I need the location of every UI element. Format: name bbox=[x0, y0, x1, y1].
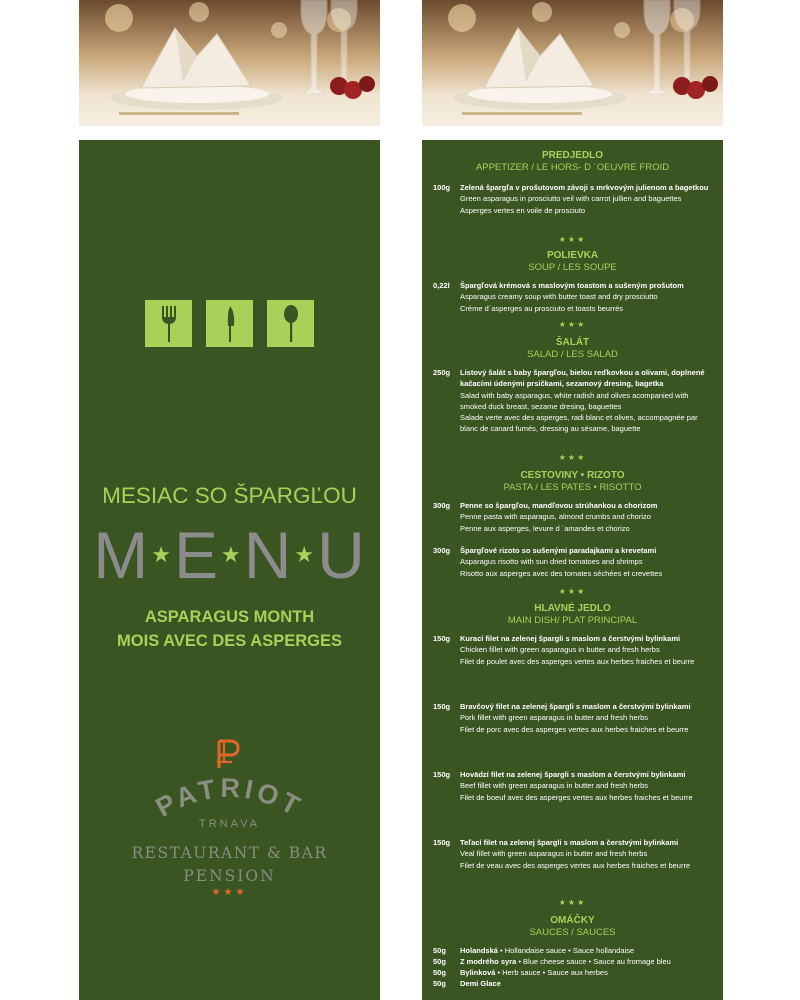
menu-item bbox=[433, 545, 718, 579]
item-name-fr: Risotto aux asperges avec des tomates séchées et crevettes bbox=[460, 568, 663, 578]
menu-star: ★ bbox=[220, 542, 242, 567]
item-name-en: Green asparagus in prosciutto veil with carrot jullien and baguettes bbox=[460, 194, 682, 204]
item-name-sk: Zelená špargľa v prošutovom závoji s mrkvovým julienom a bagetkou bbox=[460, 183, 709, 192]
item-name-en: Beef fillet with green asparagus in butter and fresh herbs bbox=[460, 781, 649, 791]
logo-restaurant-bar: RESTAURANT & BAR bbox=[131, 844, 328, 862]
item-quantity: 100g bbox=[433, 183, 451, 192]
item-name-sk: Bravčový filet na zelenej špargli s maslom a čerstvými bylinkami bbox=[460, 702, 691, 711]
menu-letter: E bbox=[173, 518, 219, 592]
sauce-item bbox=[433, 978, 718, 989]
item-quantity: 300g bbox=[433, 501, 451, 510]
subtitle-french: MOIS AVEC DES ASPERGES bbox=[117, 632, 342, 650]
section-title: POLIEVKA bbox=[546, 250, 599, 261]
knife-icon bbox=[206, 300, 253, 347]
item-name-fr: Créme d´asperges au prosciuto et toasts beurrés bbox=[460, 303, 623, 313]
item-quantity: 250g bbox=[433, 368, 451, 377]
item-name-fr: Filet de poulet avec des asperges vertes aux herbes fraiches et beurre bbox=[460, 656, 695, 666]
menu-item bbox=[433, 182, 718, 216]
item-name-fr: Filet de porc avec des asperges vertes aux herbes fraiches et beurre bbox=[460, 724, 689, 734]
menu-item bbox=[433, 367, 718, 435]
star-divider: ★★★ bbox=[558, 898, 587, 907]
section-subtitle: SAUCES / SAUCES bbox=[529, 927, 616, 938]
svg-text:PATRIOT bbox=[151, 773, 308, 823]
sauce-name-translations: • Hollandaise sauce • Sauce hollandaise bbox=[497, 946, 635, 955]
menu-word bbox=[79, 518, 380, 592]
item-name-en: Pork fillet with green asparagus in butter and fresh herbs bbox=[460, 713, 649, 723]
item-name-sk: Špargľová krémová s maslovým toastom a sušeným prošutom bbox=[460, 281, 684, 290]
section-subtitle: APPETIZER / LE HORS- D ´OEUVRE FROID bbox=[475, 162, 670, 173]
star-divider: ★★★ bbox=[558, 235, 587, 244]
menu-letter: N bbox=[243, 518, 293, 592]
sauce-name-sk: Holandská bbox=[460, 946, 498, 955]
section-header-soup bbox=[422, 250, 723, 274]
cutlery-icons bbox=[145, 300, 314, 347]
star-divider: ★★★ bbox=[558, 587, 587, 596]
section-subtitle: SOUP / LES SOUPE bbox=[528, 262, 617, 273]
cover-green-background bbox=[79, 140, 380, 1000]
section-title: HLAVNÉ JEDLO bbox=[534, 603, 611, 614]
menu-item bbox=[433, 837, 718, 871]
star-divider: ★★★ bbox=[558, 453, 587, 462]
item-quantity: 300g bbox=[433, 546, 451, 555]
item-quantity: 150g bbox=[433, 702, 451, 711]
section-subtitle: MAIN DISH/ PLAT PRINCIPAL bbox=[507, 615, 638, 626]
section-title: ŠALÁT bbox=[555, 337, 590, 348]
sauce-name-sk: Z modrého syra bbox=[460, 957, 517, 966]
item-quantity: 50g bbox=[433, 957, 446, 966]
menu-star: ★ bbox=[151, 542, 172, 567]
headline-asparagus-month-sk: MESIAC SO ŠPARGĽOU bbox=[102, 483, 357, 508]
item-quantity: 150g bbox=[433, 770, 451, 779]
menu-green-background bbox=[422, 140, 723, 1000]
item-name-sk: Hovädzí filet na zelenej špargli s maslom a čerstvými bylinkami bbox=[460, 770, 686, 779]
section-header-main-dish bbox=[422, 603, 723, 627]
logo-stars: ★★★ bbox=[211, 887, 248, 898]
table-setting-photo bbox=[422, 0, 723, 126]
item-name-en: Asparagus risotto with sun dried tomatoes and shrimps bbox=[460, 557, 643, 567]
item-name-en: Chicken fillet with green asparagus in butter and fresh herbs bbox=[460, 645, 660, 655]
section-subtitle: SALAD / LES SALAD bbox=[527, 349, 618, 360]
patriot-brand: PATRIOT bbox=[150, 772, 309, 823]
item-quantity: 150g bbox=[433, 838, 451, 847]
menu-letter: M bbox=[93, 518, 150, 592]
item-name-fr: Asperges vertes en voile de prosciuto bbox=[460, 205, 586, 215]
item-name-fr: Filet de boeuf avec des asperges vertes aux herbes fraiches et beurre bbox=[460, 792, 693, 802]
sauce-item bbox=[433, 945, 718, 956]
sauce-name-translations: • Blue cheese sauce • Sauce au fromage bleu bbox=[516, 957, 671, 966]
section-subtitle: PASTA / LES PATES • RISOTTO bbox=[503, 482, 642, 493]
item-quantity: 50g bbox=[433, 946, 446, 955]
item-name-fr: Salade verte avec des asperges, radi blanc et olives, accompagnée par blanc de canard fumés, dressing au sésame, baguette bbox=[460, 413, 698, 434]
sauce-name-sk: Demi Glace bbox=[460, 979, 501, 988]
menu-letter: U bbox=[317, 518, 366, 592]
sauce-name-translations: • Herb sauce • Sauce aux herbes bbox=[495, 968, 608, 977]
item-quantity: 50g bbox=[433, 979, 446, 988]
item-name-sk: Penne so špargľou, mandľovou strúhankou a chorizom bbox=[460, 501, 658, 510]
subtitle-english: ASPARAGUS MONTH bbox=[144, 608, 315, 626]
item-quantity: 50g bbox=[433, 968, 446, 977]
section-header-appetizer bbox=[422, 150, 723, 174]
item-name-sk: Listový šalát s baby špargľou, bielou reďkovkou a olivami, doplnené kačacími údenými prsičkami, sezamový dresing, bagetka bbox=[460, 368, 705, 389]
section-header-pasta bbox=[422, 470, 723, 494]
table-setting-photo bbox=[79, 0, 380, 126]
section-header-sauces bbox=[422, 915, 723, 939]
item-name-en: Salad with baby asparagus, white radish and olives acompanied with smoked duck breast, sezame dresing, baguettes bbox=[460, 390, 689, 411]
section-title: PREDJEDLO bbox=[541, 150, 604, 161]
menu-list-panel bbox=[422, 0, 723, 1000]
section-title: CESTOVINY • RIZOTO bbox=[520, 470, 625, 481]
menu-star: ★ bbox=[294, 542, 316, 567]
section-title: OMÁČKY bbox=[550, 915, 595, 926]
logo-city: TRNAVA bbox=[199, 818, 260, 830]
item-name-fr: Filet de veau avec des asperges vertes aux herbes fraiches et beurre bbox=[460, 860, 691, 870]
menu-item bbox=[433, 769, 718, 803]
menu-item bbox=[433, 701, 718, 735]
logo-pension: PENSION bbox=[183, 867, 276, 885]
fork-icon bbox=[145, 300, 192, 347]
menu-cover-panel bbox=[79, 0, 380, 1000]
sauce-item bbox=[433, 956, 718, 967]
item-quantity: 150g bbox=[433, 634, 451, 643]
sauce-item bbox=[433, 967, 718, 978]
menu-content bbox=[422, 140, 723, 1000]
item-name-fr: Penne aux asperges, levure d ´amandes et chorizo bbox=[460, 523, 630, 533]
item-name-sk: Špargľové rizoto so sušenými paradajkami a krevetami bbox=[460, 546, 657, 555]
menu-item bbox=[433, 280, 718, 314]
item-name-sk: Kurací filet na zelenej špargli s maslom a čerstvými bylinkami bbox=[460, 634, 681, 643]
item-name-en: Asparagus creamy soup with butter toast and dry prosciutto bbox=[460, 292, 658, 302]
patriot-logo-wordmark bbox=[149, 770, 310, 824]
menu-item bbox=[433, 500, 718, 534]
spoon-icon bbox=[267, 300, 314, 347]
item-name-sk: Teľací filet na zelenej špargli s maslom a čerstvými bylinkami bbox=[460, 838, 679, 847]
menu-item bbox=[433, 633, 718, 667]
item-quantity: 0,22l bbox=[433, 281, 450, 290]
item-name-en: Veal fillet with green asparagus in butter and fresh herbs bbox=[460, 849, 648, 859]
star-divider: ★★★ bbox=[558, 320, 587, 329]
item-name-en: Penne pasta with asparagus, almond crumbs and chorizo bbox=[460, 512, 651, 522]
section-header-salad bbox=[422, 337, 723, 361]
sauce-name-sk: Bylinková bbox=[460, 968, 496, 977]
